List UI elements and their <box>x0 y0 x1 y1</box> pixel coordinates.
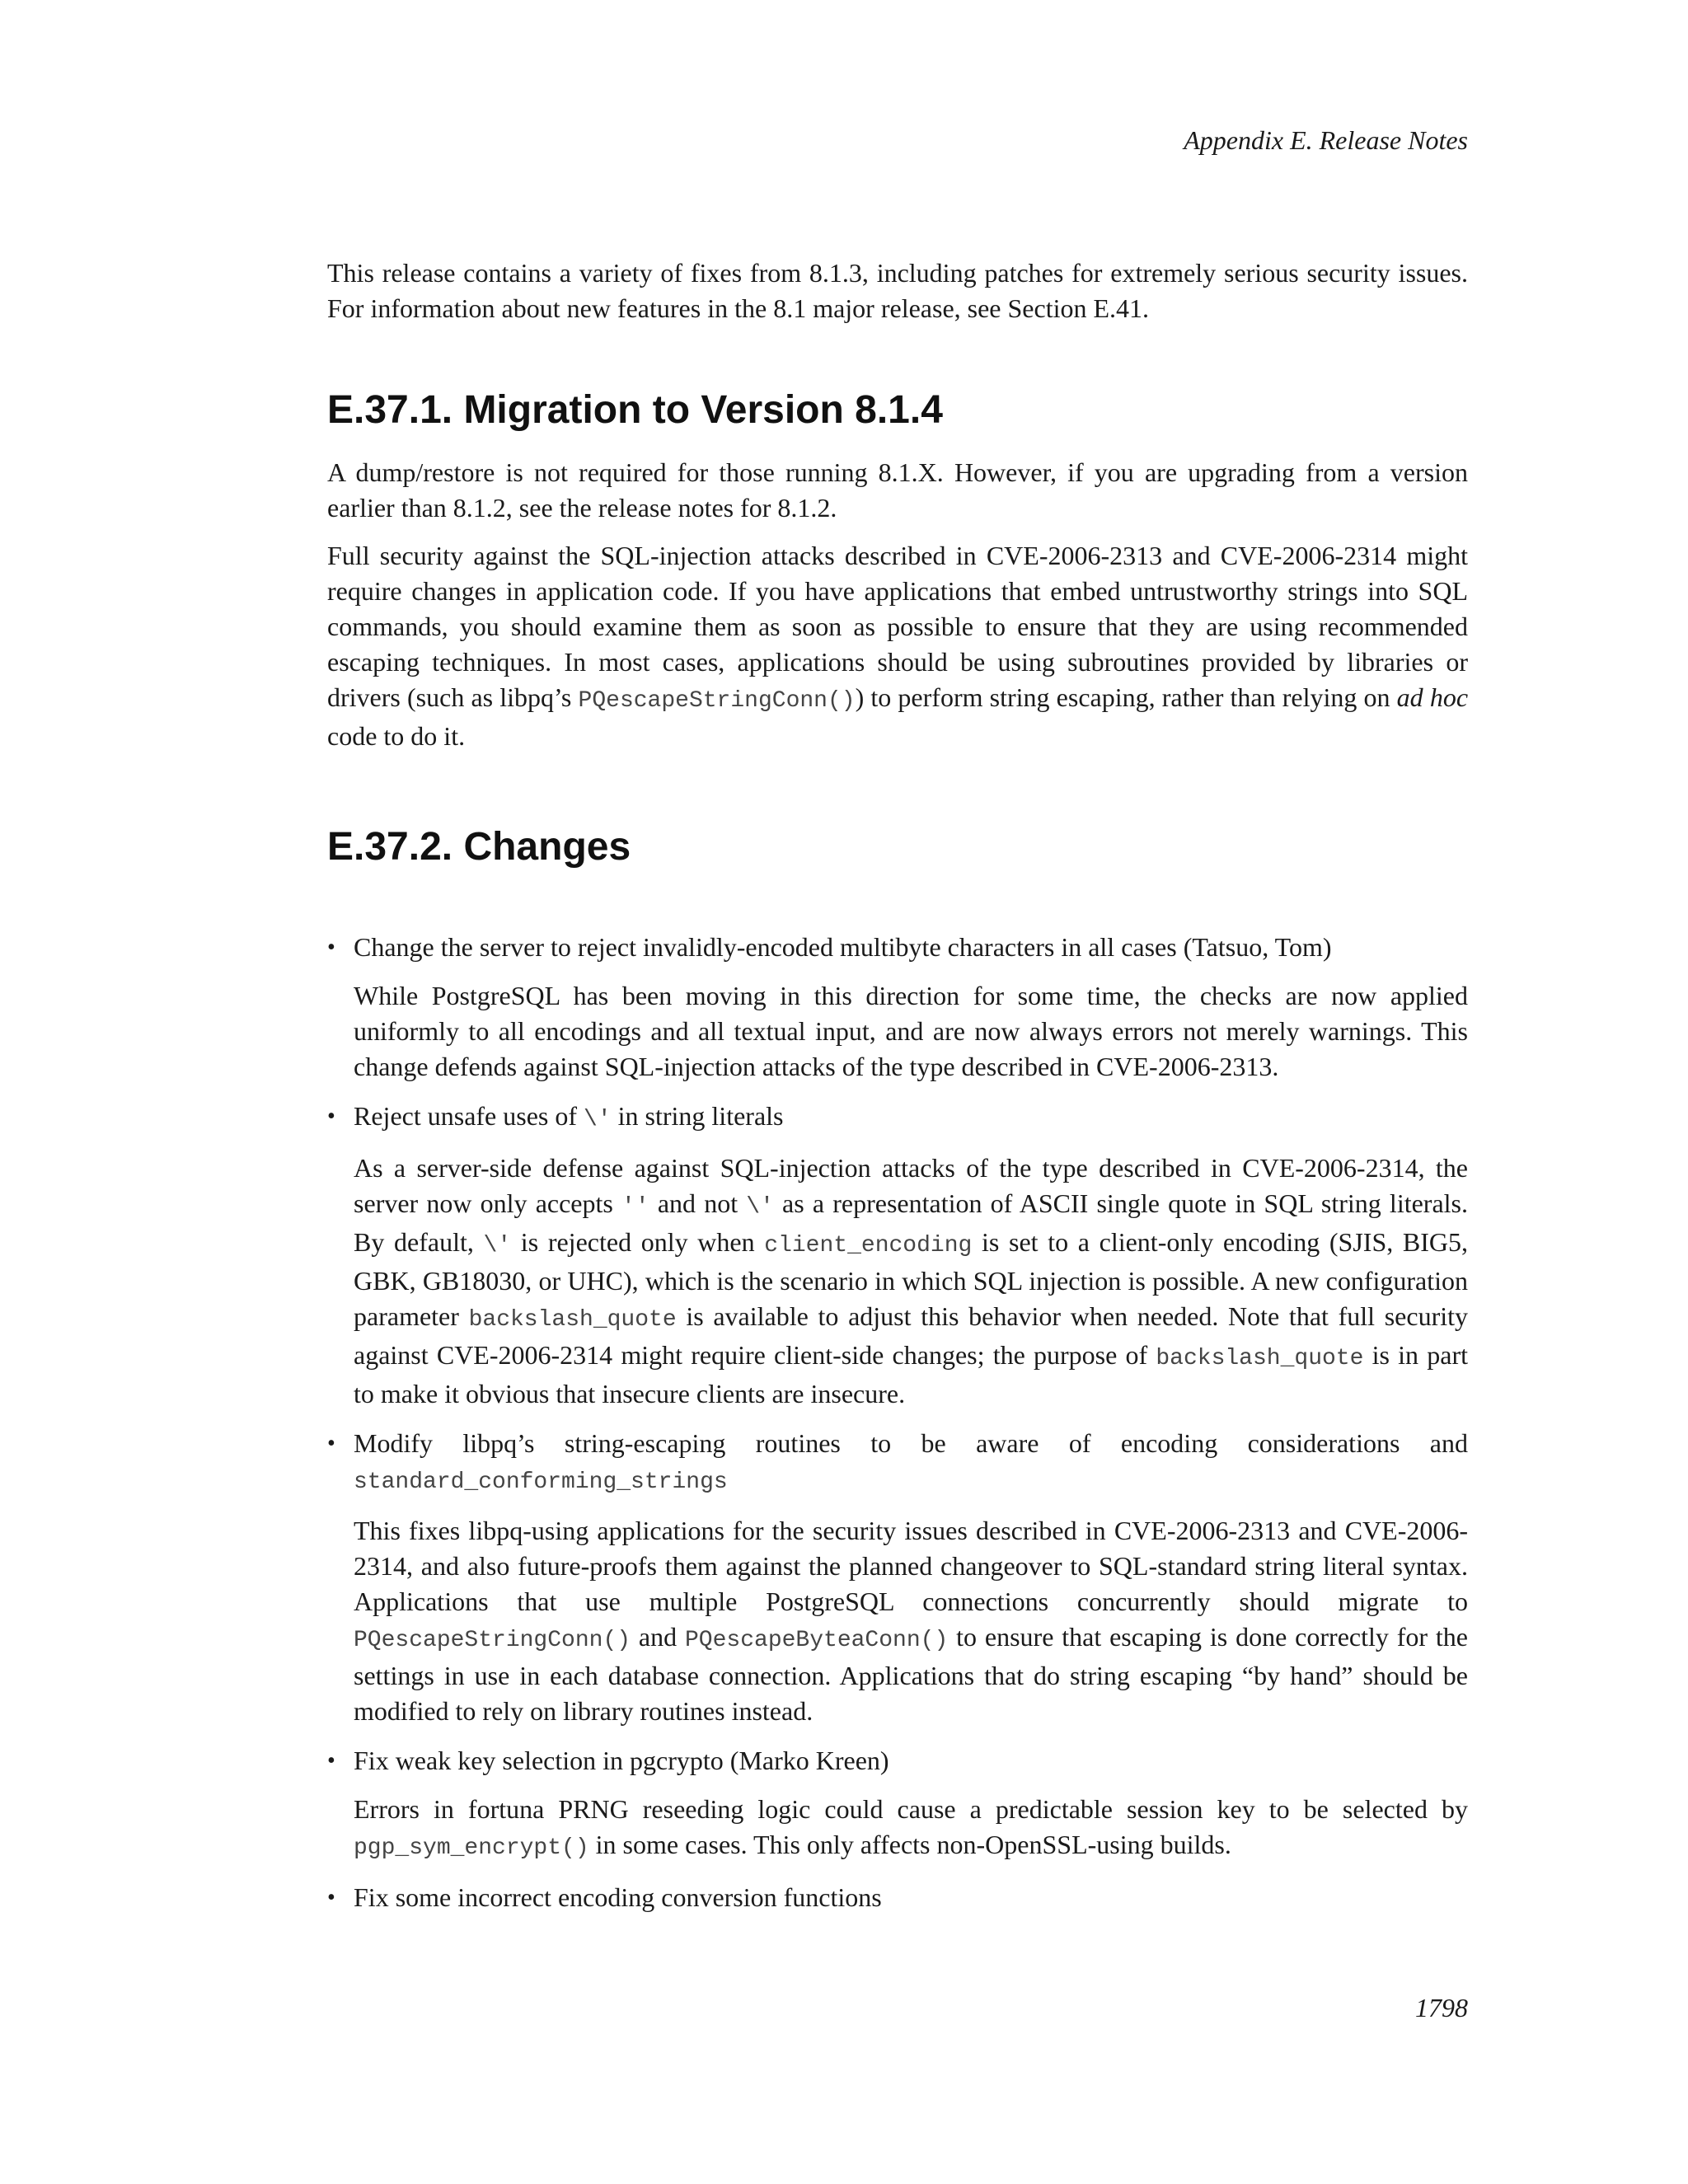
text-run: as a representation of ASCII single quote in SQL string literals. By default, <box>354 1188 1469 1257</box>
list-item-body: While PostgreSQL has been moving in this direction for some time, the checks are now applied uniformly to all encodings and all textual input, and are now always errors not merely warnings. This change defends against SQL-injection attacks of the type described in CVE-2006-2313. <box>354 981 1468 1081</box>
intro-line: This release contains a variety of fixes from 8.1.3, including patches for extremely serious security issues. <box>327 258 1468 288</box>
section-heading-changes: E.37.2. Changes <box>327 825 631 869</box>
list-item-title-code <box>354 1461 1468 1500</box>
bullet-icon: • <box>327 1748 335 1774</box>
text-run: is in part to make it obvious that insecure clients are insecure. <box>354 1340 1468 1408</box>
text-run: is set to a client-only encoding (SJIS, BIG5, GBK, GB18030, or UHC), which is the scenario in which SQL injection is possible. A new configuration parameter <box>354 1227 1469 1331</box>
code-client-encoding: client_encoding <box>764 1233 973 1258</box>
list-item <box>327 1880 1468 1915</box>
section-heading-migration: E.37.1. Migration to Version 8.1.4 <box>327 388 943 432</box>
text-run: code to do it. <box>327 721 466 751</box>
text-run: This fixes libpq-using applications for the security issues described in CVE-2006-2313 and CVE-2006-2314, and also future-proofs them against the planned changeover to SQL-standard string literal syntax. Applications that use multiple PostgreSQL connections concurrently should migrate to <box>354 1516 1468 1616</box>
text-run: Reject unsafe uses of <box>354 1101 584 1131</box>
list-item <box>327 930 1468 1085</box>
code-double-quote: '' <box>621 1194 649 1220</box>
list-item <box>327 1099 1468 1412</box>
bullet-icon: • <box>327 935 335 960</box>
changes-list <box>327 930 1468 1915</box>
list-item-title: Modify libpq’s string-escaping routines to be aware of encoding considerations and <box>354 1428 1468 1458</box>
text-run: is available to adjust this behavior when needed. Note that full security against CVE-2006-2314 might require client-side changes; the purpose of <box>354 1301 1469 1370</box>
page-number: 1798 <box>1415 1993 1468 2022</box>
list-item-body <box>354 1792 1468 1866</box>
list-item-title <box>354 1099 1468 1137</box>
code-backslash-quote: \' <box>584 1107 612 1132</box>
list-item-title: Fix some incorrect encoding conversion functions <box>354 1882 882 1912</box>
code-backslash-quote: \' <box>746 1194 774 1220</box>
running-head: Appendix E. Release Notes <box>1184 125 1468 155</box>
migration-paragraph-1: A dump/restore is not required for those running 8.1.X. However, if you are upgrading from a version earlier than 8.1.2, see the release notes for 8.1.2. <box>327 457 1468 523</box>
emphasis-ad-hoc: ad hoc <box>1396 682 1469 712</box>
list-item-title: Change the server to reject invalidly-encoded multibyte characters in all cases (Tatsuo, Tom) <box>354 932 1332 962</box>
text-run: Errors in fortuna PRNG reseeding logic could cause a predictable session key to be selected by <box>354 1794 1468 1824</box>
code-backslash-quote-param: backslash_quote <box>468 1307 677 1333</box>
intro-paragraph <box>327 255 1468 326</box>
text-run: in some cases. This only affects non-OpenSSL-using builds. <box>588 1830 1231 1859</box>
list-item-body <box>354 1151 1468 1412</box>
text-run: As a server-side defense against SQL-injection attacks of the type described in CVE-2006-2314, the server now only accepts <box>354 1153 1468 1218</box>
text-run: and not <box>649 1188 747 1218</box>
text-run: ) to perform string escaping, rather than relying on <box>855 682 1397 712</box>
intro-line: For information about new features in the 8.1 major release, see Section E.41. <box>327 293 1150 323</box>
text-run: is rejected only when <box>511 1227 765 1257</box>
code-standard-conforming-strings: standard_conforming_strings <box>354 1469 728 1495</box>
code-backslash-quote-param: backslash_quote <box>1156 1346 1364 1371</box>
text-run: and <box>631 1622 685 1652</box>
code-pqescapebyteaconn: PQescapeByteaConn() <box>685 1628 949 1653</box>
code-pqescapestringconn: PQescapeStringConn() <box>578 688 856 714</box>
code-pqescapestringconn: PQescapeStringConn() <box>354 1628 631 1653</box>
list-item <box>327 1743 1468 1866</box>
bullet-icon: • <box>327 1104 335 1129</box>
list-item-title: Fix weak key selection in pgcrypto (Marko Kreen) <box>354 1746 889 1775</box>
code-pgp-sym-encrypt: pgp_sym_encrypt() <box>354 1835 589 1861</box>
text-run: to ensure that escaping is done correctly for the settings in use in each database connection. Applications that do string escaping “by hand” should be modified to rely on library routines instead. <box>354 1622 1469 1726</box>
migration-paragraph-2 <box>327 538 1468 754</box>
bullet-icon: • <box>327 1885 335 1910</box>
text-run: Full security against the SQL-injection attacks described in CVE-2006-2313 and CVE-2006-2314 might require changes in application code. If you have applications that embed untrustworthy strings into SQL commands, you should examine them as soon as possible to ensure that they are using recommended escaping techniques. In most cases, applications should be using subroutines provided by libraries or drivers (such as libpq’s <box>327 541 1468 712</box>
list-item <box>327 1426 1468 1729</box>
text-run: in string literals <box>611 1101 784 1131</box>
bullet-icon: • <box>327 1431 335 1456</box>
code-backslash-quote: \' <box>483 1233 512 1258</box>
list-item-body <box>354 1513 1468 1729</box>
